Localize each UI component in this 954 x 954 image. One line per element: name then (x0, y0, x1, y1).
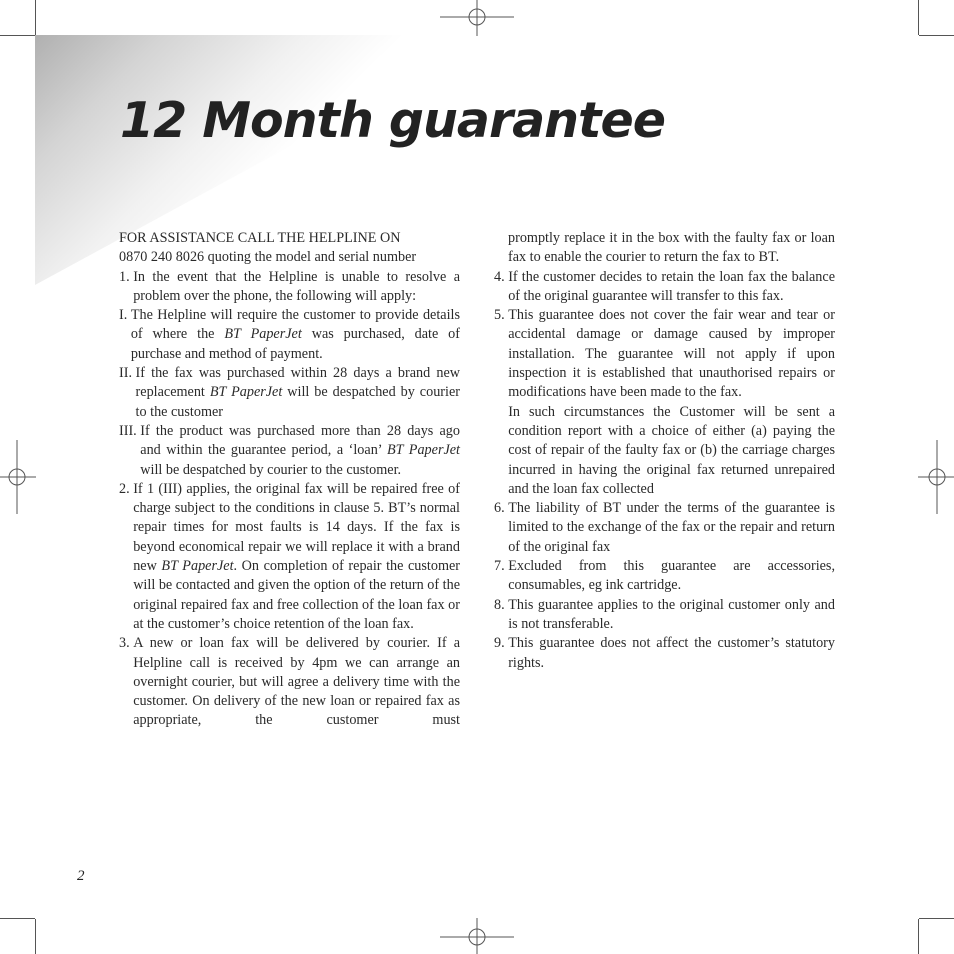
left-column (119, 229, 460, 731)
clause-text: The liability of BT under the terms of the guarantee is limited to the exchange of the fax or the repair and return of the original fax (508, 500, 835, 555)
clause-9 (494, 634, 835, 673)
subclause-text: If the product was purchased more than 28 days ago and within the guarantee period, a ‘loan’ BT PaperJet will be despatched by courier to the customer. (140, 422, 461, 478)
clause-number: 7. (494, 558, 505, 575)
helpline-heading: FOR ASSISTANCE CALL THE HELPLINE ON (119, 230, 401, 246)
page-title: 12 Month guarantee (120, 92, 665, 149)
product-name: BT PaperJet (161, 558, 234, 575)
clause-2 (119, 480, 460, 634)
product-name: BT PaperJet (209, 384, 283, 401)
clause-number: 9. (494, 635, 505, 652)
subclause-number: III. (119, 422, 137, 439)
clause-text: This guarantee does not affect the customer’s statutory rights. (508, 635, 835, 671)
clause-text: Excluded from this guarantee are accessories, consumables, eg ink cartridge. (508, 558, 835, 594)
clause-text: This guarantee applies to the original customer only and is not transferable. (508, 596, 835, 632)
product-name: BT PaperJet (386, 442, 461, 459)
clause-number: 3. (119, 635, 130, 652)
clause-5 (494, 306, 835, 499)
clause-number: 5. (494, 307, 505, 324)
clause-text: A new or loan fax will be delivered by courier. If a Helpline call is received by 4pm we can arrange an overnight courier, but will agree a delivery time with the customer. On delivery of the new loan or repaired fax as appropriate, the customer must (133, 635, 460, 729)
subclause-number: II. (119, 365, 132, 382)
subclause-text: If the fax was purchased within 28 days a brand new replacement BT PaperJet will be despatched by courier to the customer (135, 365, 460, 420)
clause-text: In the event that the Helpline is unable to resolve a problem over the phone, the following will apply: (133, 268, 460, 304)
subclause-text: The Helpline will require the customer to provide details of where the BT PaperJet was purchased, date of purchase and method of payment. (130, 307, 461, 362)
page-number: 2 (77, 868, 85, 884)
registration-mark-left (0, 440, 36, 514)
clause-4 (494, 268, 835, 307)
clause-text: This guarantee does not cover the fair wear and tear or accidental damage or damage caused by improper installation. The guarantee will not apply if upon inspection it is established that unauthorised repairs or modifications have been made to the fax. In such circumstances the Customer will be sent a condition report with a choice of either (a) paying the cost of repair of the faulty fax or (b) the carriage charges incurred in having the original fax returned unrepaired and the loan fax collected (508, 307, 835, 497)
helpline-number: 0870 240 8026 quoting the model and serial number (119, 249, 417, 266)
registration-mark-bottom (440, 918, 514, 954)
clause-number: 4. (494, 268, 505, 285)
subclause-number: I. (119, 307, 128, 324)
clause-number: 2. (119, 480, 130, 497)
clause-1 (119, 268, 460, 307)
clause-number: 6. (494, 500, 505, 517)
clause-text: If 1 (III) applies, the original fax will be repaired free of charge subject to the conditions in clause 5. BT’s normal repair times for most faults is 14 days. If the fax is beyond economical repair we will replace it with a brand new BT PaperJet. On completion of repair the customer will be contacted and given the option of the return of the original repaired fax and free collection of the loan fax or at the customer’s choice retention of the loan fax. (133, 480, 461, 632)
right-column (494, 229, 835, 673)
registration-mark-right (918, 440, 954, 514)
clause-3-continued: promptly replace it in the box with the faulty fax or loan fax to enable the courier to return the fax to BT. (508, 230, 835, 266)
subclause-I (119, 306, 460, 364)
clause-5-continued: In such circumstances the Customer will be sent a condition report with a choice of either (a) paying the cost of repair of the faulty fax or (b) the carriage charges incurred in having the original fax returned unrepaired and the loan fax collected (508, 403, 835, 497)
clause-number: 1. (119, 268, 130, 285)
clause-number: 8. (494, 596, 505, 613)
registration-mark-top (440, 0, 514, 36)
clause-8 (494, 596, 835, 635)
clause-3 (119, 634, 460, 730)
product-name: BT PaperJet (224, 326, 302, 343)
subclause-II (119, 364, 460, 422)
clause-text: If the customer decides to retain the loan fax the balance of the original guarantee will transfer to this fax. (508, 268, 835, 304)
clause-6 (494, 499, 835, 557)
clause-7 (494, 557, 835, 596)
subclause-III (119, 422, 460, 480)
